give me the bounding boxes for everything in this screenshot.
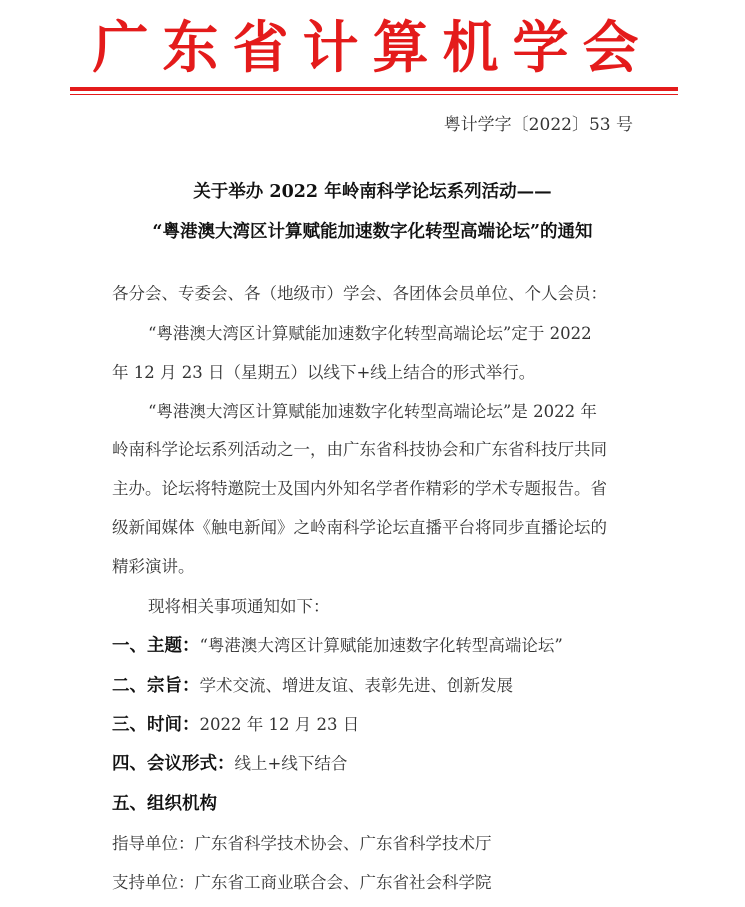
item-organization	[112, 790, 217, 815]
item-time-value: 2022 年 12 月 23 日	[199, 715, 360, 734]
item-time	[112, 711, 359, 736]
notice-intro: 现将相关事项通知如下：	[148, 597, 330, 616]
paragraph-2-line-5: 精彩演讲。	[112, 557, 195, 576]
item-time-label: 三、时间：	[112, 715, 200, 735]
item-organization-label: 五、组织机构	[112, 794, 217, 814]
guidance-units: 指导单位：广东省科学技术协会、广东省科学技术厅	[112, 834, 492, 853]
paragraph-2-line-2: 岭南科学论坛系列活动之一，由广东省科技协会和广东省科技厅共同	[112, 440, 607, 459]
masthead-rule-thin	[70, 94, 678, 95]
paragraph-1-line-1: “粤港澳大湾区计算赋能加速数字化转型高端论坛”定于 2022	[148, 324, 592, 343]
item-format	[112, 750, 347, 775]
notice-title-line1: 关于举办 2022 年岭南科学论坛系列活动——	[193, 182, 552, 202]
item-purpose-label: 二、宗旨：	[112, 676, 200, 696]
item-purpose-value: 学术交流、增进友谊、表彰先进、创新发展	[199, 676, 513, 695]
item-theme	[112, 632, 563, 657]
support-units: 支持单位：广东省工商业联合会、广东省社会科学院	[112, 873, 492, 892]
item-format-value: 线上+线下结合	[234, 754, 348, 773]
paragraph-2-line-1: “粤港澳大湾区计算赋能加速数字化转型高端论坛”是 2022 年	[148, 402, 597, 421]
document-number: 粤计学字〔2022〕53 号	[443, 115, 633, 135]
item-format-label: 四、会议形式：	[112, 754, 235, 774]
item-theme-value: “粤港澳大湾区计算赋能加速数字化转型高端论坛”	[199, 636, 563, 655]
paragraph-2-line-3: 主办。论坛将特邀院士及国内外知名学者作精彩的学术专题报告。省	[112, 479, 607, 498]
item-theme-label: 一、主题：	[112, 636, 200, 656]
organization-masthead: 广东省计算机学会	[92, 15, 653, 81]
item-purpose	[112, 672, 513, 697]
paragraph-2-line-4: 级新闻媒体《触电新闻》之岭南科学论坛直播平台将同步直播论坛的	[112, 518, 607, 537]
notice-title-line2: “粤港澳大湾区计算赋能加速数字化转型高端论坛”的通知	[152, 222, 593, 242]
salutation: 各分会、专委会、各（地级市）学会、各团体会员单位、个人会员：	[112, 284, 607, 303]
masthead-rule-thick	[70, 87, 678, 91]
paragraph-1-line-2: 年 12 月 23 日（星期五）以线下+线上结合的形式举行。	[112, 363, 536, 382]
